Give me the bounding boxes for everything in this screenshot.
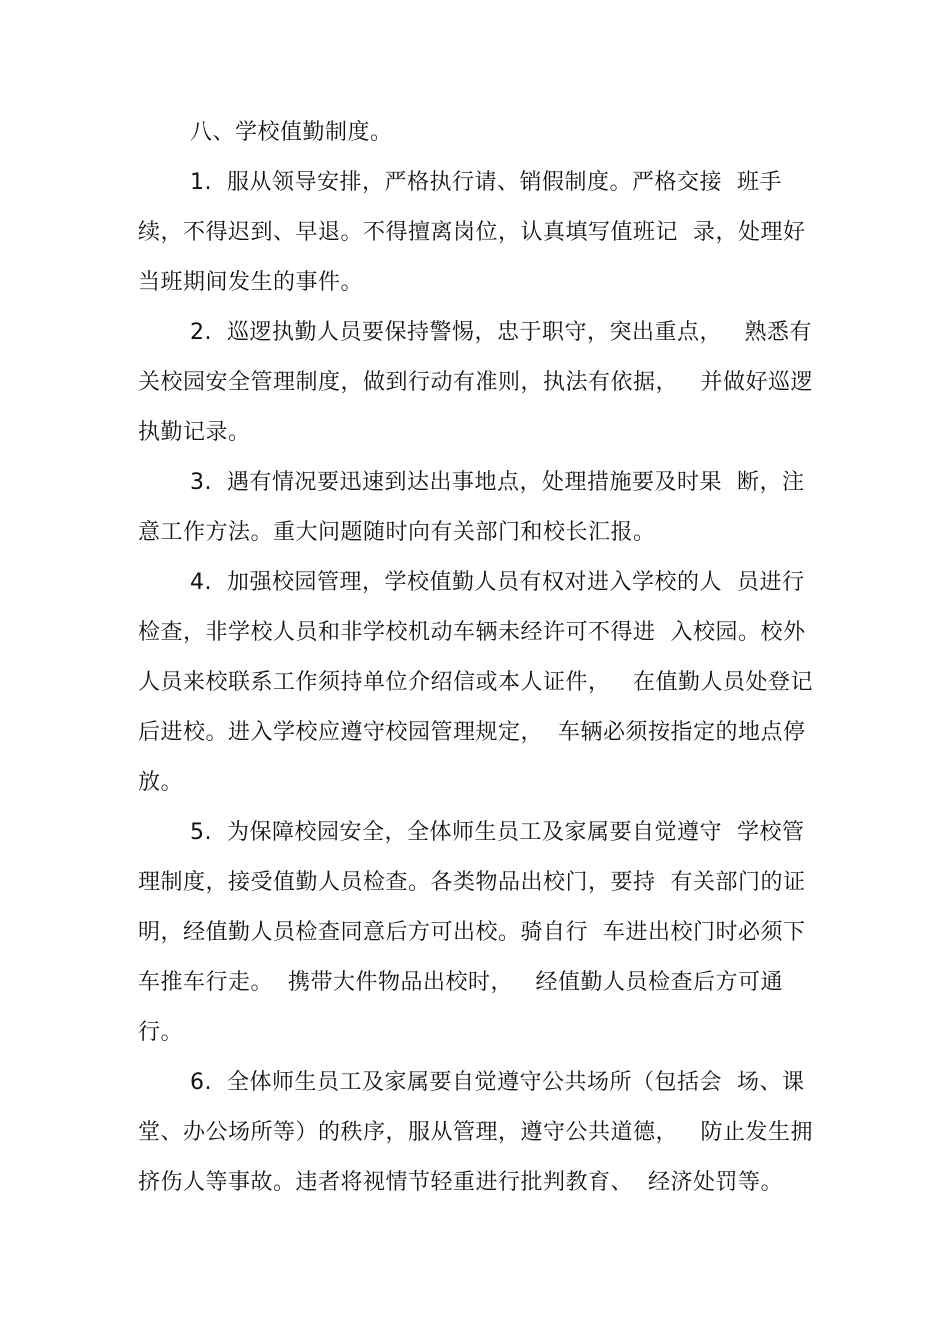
paragraph-line: 当班期间发生的事件。 — [138, 270, 364, 295]
paragraph-line: 放。 — [138, 770, 184, 795]
paragraph-line: 意工作方法。重大问题随时向有关部门和校长汇报。 — [138, 520, 656, 545]
paragraph-line: 续，不得迟到、早退。不得擅离岗位，认真填写值班记 录，处理好 — [138, 220, 806, 245]
paragraph-line: 5. 为保障校园安全，全体师生员工及家属要自觉遵守 学校管 — [190, 820, 805, 845]
paragraph-4 — [138, 558, 833, 808]
paragraph-line: 关校园安全管理制度，做到行动有准则，执法有依据， 并做好巡逻 — [138, 370, 813, 395]
paragraph-3 — [138, 458, 833, 558]
paragraph-line: 3. 遇有情况要迅速到达出事地点，处理措施要及时果 断，注 — [190, 470, 805, 495]
paragraph-line: 人员来校联系工作须持单位介绍信或本人证件， 在值勤人员处登记 — [138, 670, 813, 695]
paragraph-2 — [138, 308, 833, 458]
paragraph-line: 4. 加强校园管理，学校值勤人员有权对进入学校的人 员进行 — [190, 570, 805, 595]
paragraph-line: 车推车行走。 携带大件物品出校时， 经值勤人员检查后方可通 — [138, 970, 783, 995]
paragraph-list — [138, 158, 833, 1208]
paragraph-line: 明，经值勤人员检查同意后方可出校。骑自行 车进出校门时必须下 — [138, 920, 806, 945]
section-heading: 八、学校值勤制度。 — [190, 120, 393, 145]
paragraph-line: 理制度，接受值勤人员检查。各类物品出校门，要持 有关部门的证 — [138, 870, 806, 895]
paragraph-line: 执勤记录。 — [138, 420, 251, 445]
paragraph-line: 行。 — [138, 1020, 184, 1045]
paragraph-line: 挤伤人等事故。违者将视情节轻重进行批判教育、 经济处罚等。 — [138, 1170, 783, 1195]
document-body — [138, 108, 833, 1208]
paragraph-line: 1. 服从领导安排，严格执行请、销假制度。严格交接 班手 — [190, 170, 782, 195]
paragraph-6 — [138, 1058, 833, 1208]
paragraph-line: 堂、办公场所等）的秩序，服从管理，遵守公共道德， 防止发生拥 — [138, 1120, 813, 1145]
paragraph-1 — [138, 158, 833, 308]
paragraph-line: 后进校。进入学校应遵守校园管理规定， 车辆必须按指定的地点停 — [138, 720, 806, 745]
paragraph-line: 2. 巡逻执勤人员要保持警惕，忠于职守，突出重点， 熟悉有 — [190, 320, 812, 345]
paragraph-line: 检查，非学校人员和非学校机动车辆未经许可不得进 入校园。校外 — [138, 620, 806, 645]
paragraph-line: 6. 全体师生员工及家属要自觉遵守公共场所（包括会 场、课 — [190, 1070, 805, 1095]
paragraph-5 — [138, 808, 833, 1058]
